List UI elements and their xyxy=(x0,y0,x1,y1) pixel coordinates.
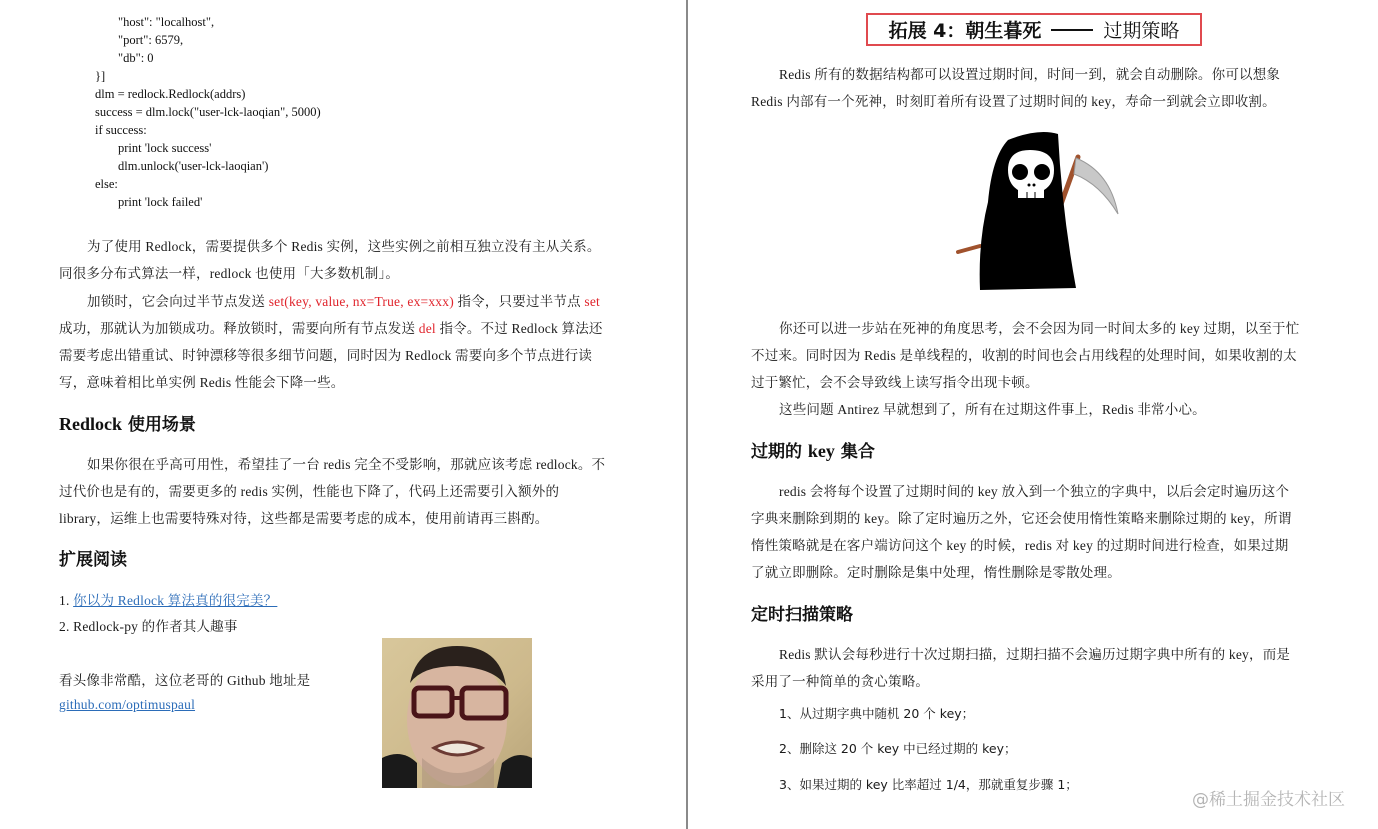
reading-list-item xyxy=(59,589,277,609)
code-line: success = dlm.lock("user-lck-laoqian", 5000) xyxy=(95,105,321,119)
heading-latin: key xyxy=(807,441,835,461)
grim-reaper-icon xyxy=(950,122,1130,292)
text-span: 加锁时，它会向过半节点发送 xyxy=(87,294,269,309)
chapter-title xyxy=(866,13,1202,46)
grim-reaper-illustration xyxy=(950,122,1130,292)
avatar-caption: 看头像非常酷，这位老哥的 Github 地址是 xyxy=(59,673,311,688)
section-heading-scan-strategy: 定时扫描策略 xyxy=(751,605,853,625)
reading-list-item xyxy=(59,615,238,635)
heading-latin: Redlock xyxy=(59,414,122,434)
step-item: 2、删除这 20 个 key 中已经过期的 key； xyxy=(779,741,1017,756)
list-text: Redlock-py 的作者其人趣事 xyxy=(73,619,238,634)
code-line: else: xyxy=(95,177,118,191)
paragraph-line: 需要考虑出错重试、时钟漂移等很多细节问题，同时因为 Redlock 需要向多个节点进行读 xyxy=(59,348,593,363)
section-heading-expired-keys xyxy=(751,437,875,462)
code-line: print 'lock success' xyxy=(118,141,212,155)
text-span: 指令。不过 Redlock 算法还 xyxy=(435,321,603,336)
title-dash xyxy=(1051,29,1093,31)
paragraph-line: 写，意味着相比单实例 Redis 性能会下降一些。 xyxy=(59,375,345,390)
step-item: 3、如果过期的 key 比率超过 1/4，那就重复步骤 1； xyxy=(779,777,1078,792)
page-divider xyxy=(686,0,688,829)
inline-code: del xyxy=(418,321,436,336)
section-heading-further-reading: 扩展阅读 xyxy=(59,550,127,570)
paragraph-line: redis 会将每个设置了过期时间的 key 放入到一个独立的字典中，以后会定时遍历这个 xyxy=(779,484,1290,499)
inline-code: set(key, value, nx=True, ex=xxx) xyxy=(268,294,454,309)
left-page xyxy=(0,0,686,829)
paragraph-line: library，运维上也需要特殊对待，这些都是需要考虑的成本，使用前请再三斟酌。 xyxy=(59,511,549,526)
paragraph-line: Redis 内部有一个死神，时刻盯着所有设置了过期时间的 key，寿命一到就会立即收割。 xyxy=(751,94,1276,109)
inline-code: set xyxy=(584,294,600,309)
paragraph-line: 同很多分布式算法一样，redlock 也使用「大多数机制」。 xyxy=(59,266,400,281)
list-number: 2. xyxy=(59,619,70,634)
paragraph-line: 不过来。同时因为 Redis 是单线程的，收割的时间也会占用线程的处理时间，如果收割的太 xyxy=(751,348,1297,363)
code-line: dlm = redlock.Redlock(addrs) xyxy=(95,87,246,101)
code-line: "host": "localhost", xyxy=(118,15,215,29)
paragraph-line: 字典来删除到期的 key。除了定时遍历之外，它还会使用惰性策略来删除过期的 key，所谓 xyxy=(751,511,1292,526)
heading-cjk: 集合 xyxy=(840,442,875,462)
paragraph-line xyxy=(59,317,603,337)
watermark: @稀土掘金技术社区 xyxy=(1192,790,1345,810)
paragraph-line: 过代价也是有的，需要更多的 redis 实例，性能也下降了，代码上还需要引入额外的 xyxy=(59,484,560,499)
code-line: "db": 0 xyxy=(118,51,154,65)
face-icon xyxy=(382,638,532,788)
paragraph-line: 惰性策略就是在客户端访问这个 key 的时候，redis 对 key 的过期时间进行检查，如果过期 xyxy=(751,538,1289,553)
paragraph-line: 为了使用 Redlock，需要提供多个 Redis 实例，这些实例之前相互独立没有主从关系。 xyxy=(87,239,601,254)
paragraph-line: Redis 所有的数据结构都可以设置过期时间，时间一到，就会自动删除。你可以想象 xyxy=(779,67,1281,82)
author-photo xyxy=(382,638,532,788)
code-line: }] xyxy=(95,69,106,83)
text-span: 指令，只要过半节点 xyxy=(453,294,585,309)
code-line: if success: xyxy=(95,123,147,137)
title-main: 拓展 4：朝生暮死 xyxy=(888,20,1042,42)
step-item: 1、从过期字典中随机 20 个 key； xyxy=(779,706,975,721)
section-heading-redlock-scenario xyxy=(59,410,196,435)
title-sub: 过期策略 xyxy=(1103,20,1180,42)
paragraph-line: Redis 默认会每秒进行十次过期扫描，过期扫描不会遍历过期字典中所有的 key，而是 xyxy=(779,647,1291,662)
code-line: dlm.unlock('user-lck-laoqian') xyxy=(118,159,269,173)
paragraph-line: 采用了一种简单的贪心策略。 xyxy=(751,674,930,689)
code-line: "port": 6579, xyxy=(118,33,184,47)
redlock-article-link[interactable]: 你以为 Redlock 算法真的很完美？ xyxy=(73,593,278,608)
heading-cjk: 使用场景 xyxy=(127,415,196,435)
github-link[interactable]: github.com/optimuspaul xyxy=(59,697,196,712)
list-number: 1. xyxy=(59,593,70,608)
paragraph-line: 这些问题 Antirez 早就想到了，所有在过期这件事上，Redis 非常小心。 xyxy=(779,402,1206,417)
paragraph-line: 过于繁忙，会不会导致线上读写指令出现卡顿。 xyxy=(751,375,1039,390)
paragraph-line: 你还可以进一步站在死神的角度思考，会不会因为同一时间太多的 key 过期，以至于忙 xyxy=(779,321,1300,336)
paragraph-line: 了就立即删除。定时删除是集中处理，惰性删除是零散处理。 xyxy=(751,565,1121,580)
paragraph-line: 如果你很在乎高可用性，希望挂了一台 redis 完全不受影响，那就应该考虑 redlock。不 xyxy=(87,457,606,472)
heading-cjk: 过期的 xyxy=(751,442,802,462)
code-line: print 'lock failed' xyxy=(118,195,203,209)
paragraph-line xyxy=(87,290,600,310)
text-span: 成功，那就认为加锁成功。释放锁时，需要向所有节点发送 xyxy=(59,321,419,336)
